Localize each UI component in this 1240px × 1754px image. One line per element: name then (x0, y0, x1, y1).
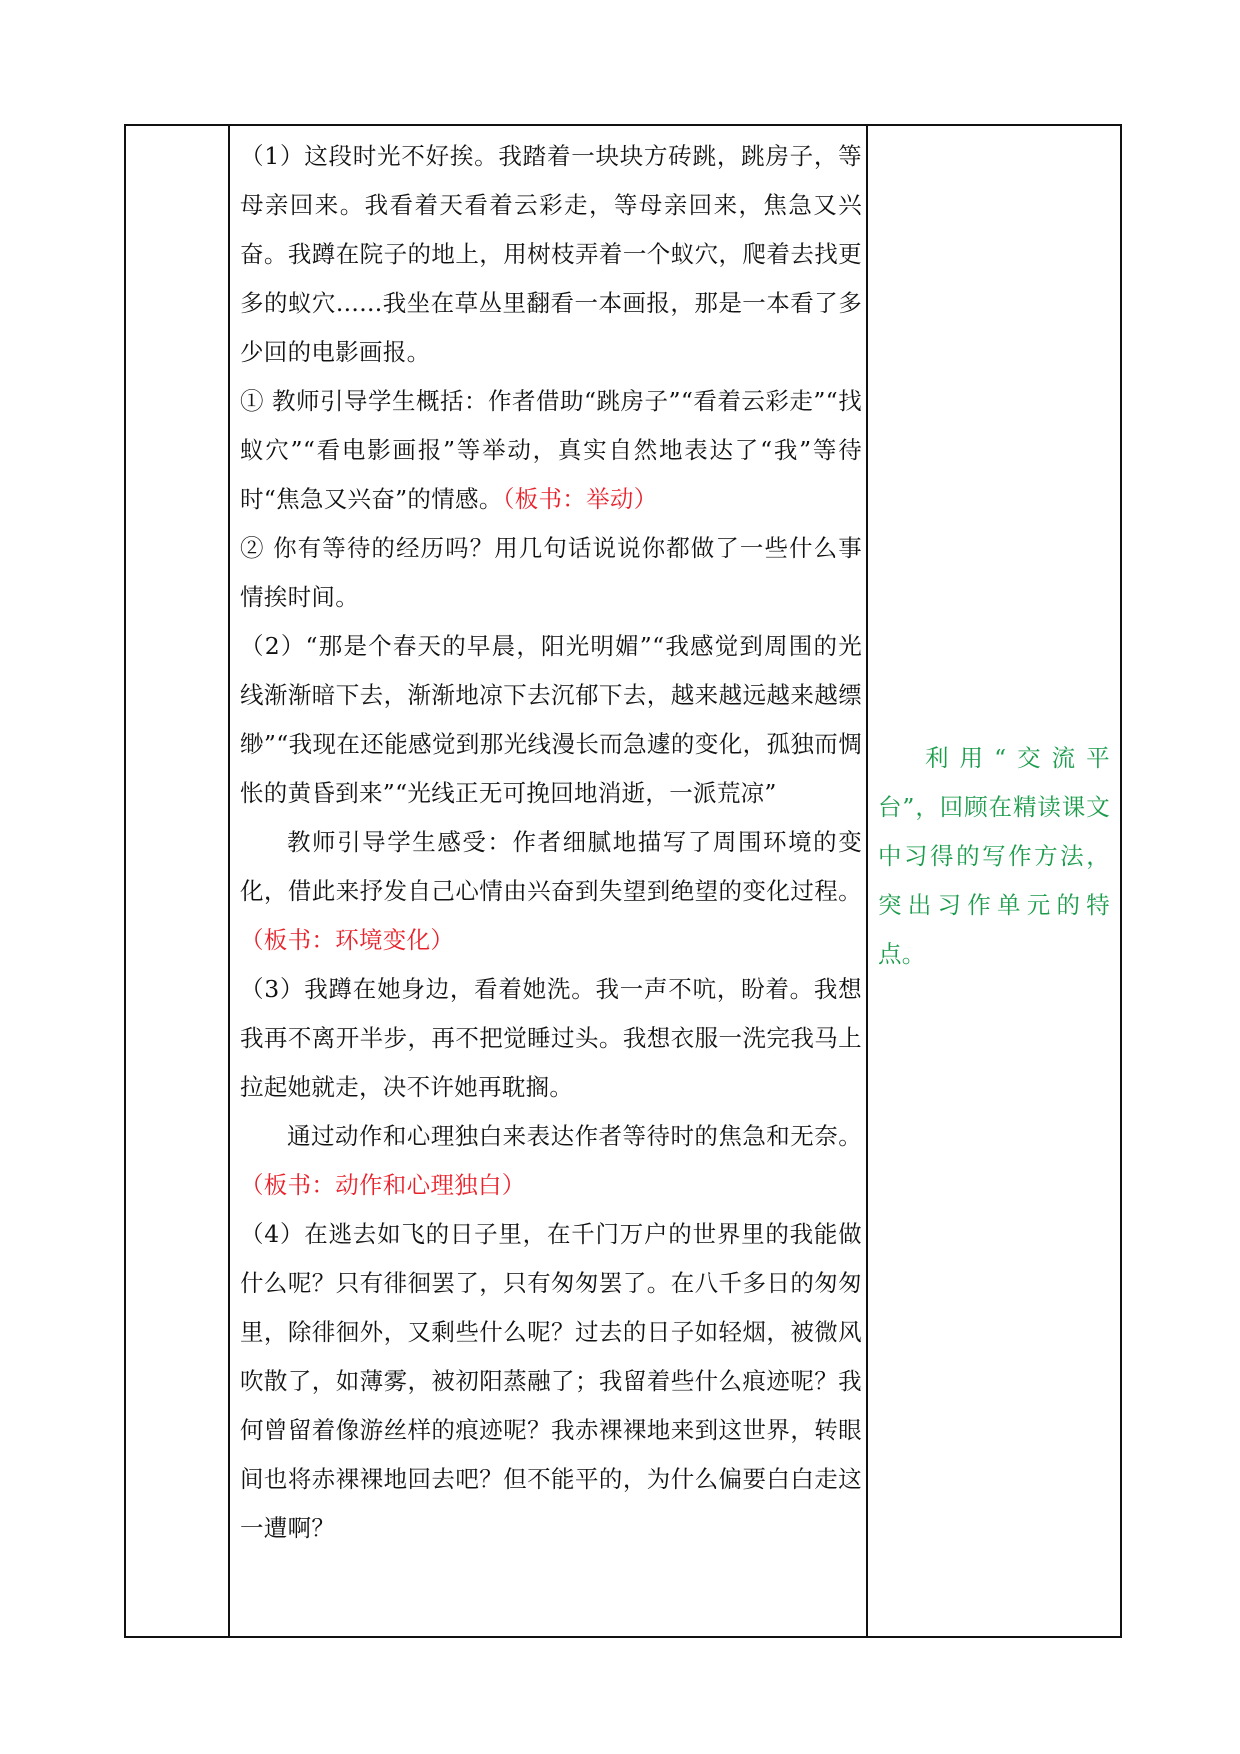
paragraph-passage-3: （3）我蹲在她身边，看着她洗。我一声不吭，盼着。我想我再不离开半步，再不把觉睡过头。我想衣服一洗完我马上拉起她就走，决不许她再耽搁。 (240, 975, 862, 1101)
board-note-monologue: （板书：动作和心理独白） (240, 1171, 526, 1199)
board-note-actions: （板书：举动） (502, 485, 658, 513)
design-intent-cell (867, 125, 1121, 1637)
paragraph-summary-3 (240, 1112, 862, 1210)
paragraph-passage-4: （4）在逃去如飞的日子里，在千门万户的世界里的我能做什么呢？只有徘徊罢了，只有匆匆罢了。在八千多日的匆匆里，除徘徊外，又剩些什么呢？过去的日子如轻烟，被微风吹散了，如薄雾，被初阳蒸融了；我留着些什么痕迹呢？我何曾留着像游丝样的痕迹呢？我赤裸裸地来到这世界，转眼间也将赤裸裸地回去吧？但不能平的，为什么偏要白白走这一遭啊？ (240, 1220, 862, 1542)
design-intent-note: 利用“交流平台”，回顾在精读课文中习得的写作方法，突出习作单元的特点。 (878, 743, 1110, 968)
paragraph-question: ② 你有等待的经历吗？用几句话说说你都做了一些什么事情挨时间。 (240, 534, 862, 611)
summary-text: 教师引导学生感受：作者细腻地描写了周围环境的变化，借此来抒发自己心情由兴奋到失望到绝望的变化过程。 (240, 828, 862, 905)
paragraph-passage-1: （1）这段时光不好挨。我踏着一块块方砖跳，跳房子，等母亲回来。我看着天看着云彩走，等母亲回来，焦急又兴奋。我蹲在院子的地上，用树枝弄着一个蚁穴，爬着去找更多的蚁穴......我坐在草丛里翻看一本画报，那是一本看了多少回的电影画报。 (240, 142, 862, 366)
lesson-plan-table (124, 124, 1122, 1638)
paragraph-passage-2: （2）“那是个春天的早晨，阳光明媚”“我感觉到周围的光线渐渐暗下去，渐渐地凉下去沉郁下去，越来越远越来越缥缈”“我现在还能感觉到那光线漫长而急遽的变化，孤独而惆怅的黄昏到来”“光线正无可挽回地消逝，一派荒凉” (240, 632, 862, 807)
paragraph-summary-1 (240, 377, 862, 524)
teaching-content-cell (229, 125, 867, 1637)
board-note-environment: （板书：环境变化） (240, 926, 455, 954)
table-row (125, 125, 1121, 1637)
paragraph-summary-2 (240, 818, 862, 965)
left-column-cell (125, 125, 229, 1637)
summary-text: 通过动作和心理独白来表达作者等待时的焦急和无奈。 (287, 1122, 862, 1150)
summary-text: ① 教师引导学生概括：作者借助“跳房子”“看着云彩走”“找蚁穴”“看电影画报”等举动，真实自然地表达了“我”等待时“焦急又兴奋”的情感。 (240, 387, 862, 513)
